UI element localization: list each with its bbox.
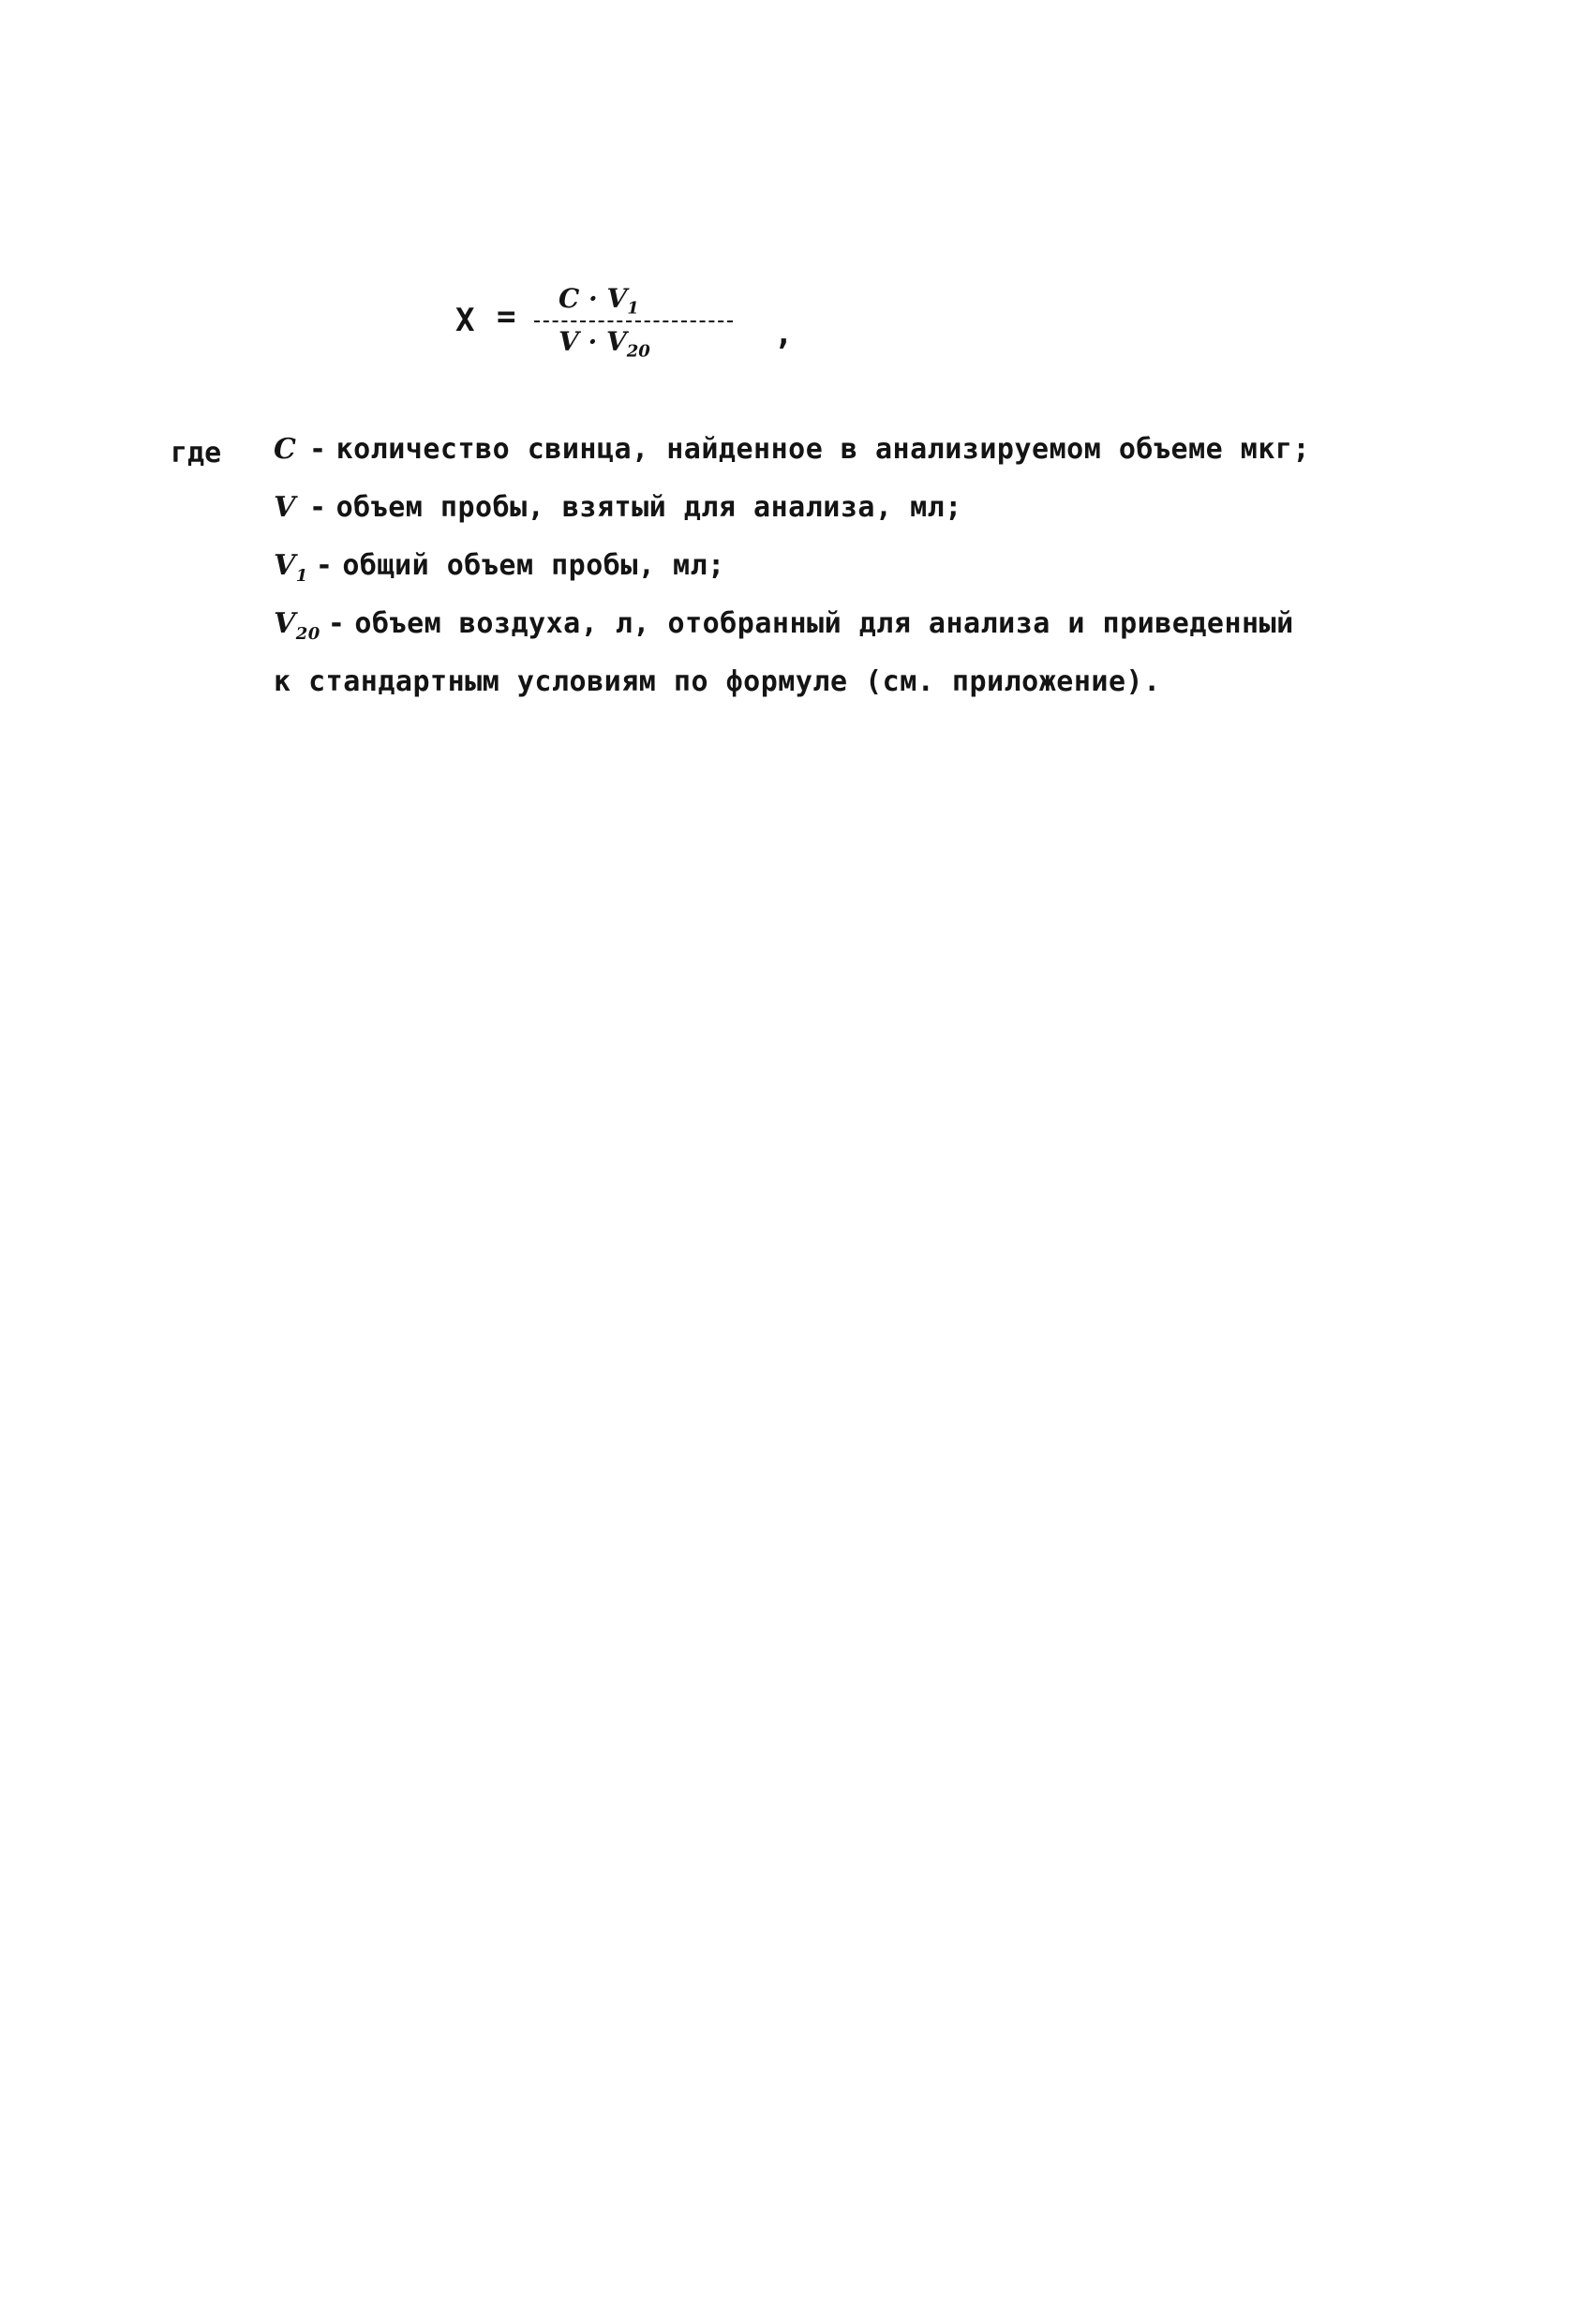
denominator-dot: · [588, 326, 598, 357]
fraction-bar [534, 320, 733, 322]
definition-symbol: V [274, 491, 296, 524]
formula-trailing-comma: , [774, 315, 794, 352]
formula-equals: = [497, 298, 516, 335]
where-label: где [171, 437, 222, 469]
definition-line [274, 433, 1492, 491]
definition-text: общий объем пробы, мл; [342, 549, 725, 582]
formula-denominator [559, 326, 650, 362]
definition-text: объем воздуха, л, отобранный для анализа и приведенный [354, 607, 1294, 640]
continuation-text: к стандартным условиям по формуле (см. приложение). [274, 665, 1161, 698]
denominator-term-b-subscript: 20 [626, 341, 650, 362]
definition-continuation [274, 665, 1492, 723]
numerator-term-a: C [559, 283, 580, 314]
definition-symbol: $V_{20}$ [274, 607, 320, 644]
numerator-term-b: V [606, 283, 628, 314]
definition-line [274, 549, 1492, 607]
definition-dash: - [309, 433, 327, 466]
definition-line [274, 607, 1492, 665]
formula [455, 281, 849, 384]
definition-dash: - [309, 491, 327, 524]
formula-lhs: X [455, 302, 475, 339]
definition-symbol: C [274, 433, 297, 466]
definition-dash: - [327, 607, 346, 640]
definitions-list [274, 433, 1492, 723]
definition-text: объем пробы, взятый для анализа, мл; [335, 491, 962, 524]
denominator-term-a: V [559, 326, 579, 357]
denominator-term-b: V [605, 326, 627, 357]
definition-symbol: $V_1$ [274, 549, 308, 586]
definition-dash: - [315, 549, 334, 582]
numerator-term-b-subscript: 1 [627, 298, 639, 319]
formula-numerator [559, 283, 639, 319]
numerator-dot: · [588, 283, 598, 314]
definition-line [274, 491, 1492, 549]
definition-text: количество свинца, найденное в анализируемом объеме мкг; [335, 433, 1311, 466]
